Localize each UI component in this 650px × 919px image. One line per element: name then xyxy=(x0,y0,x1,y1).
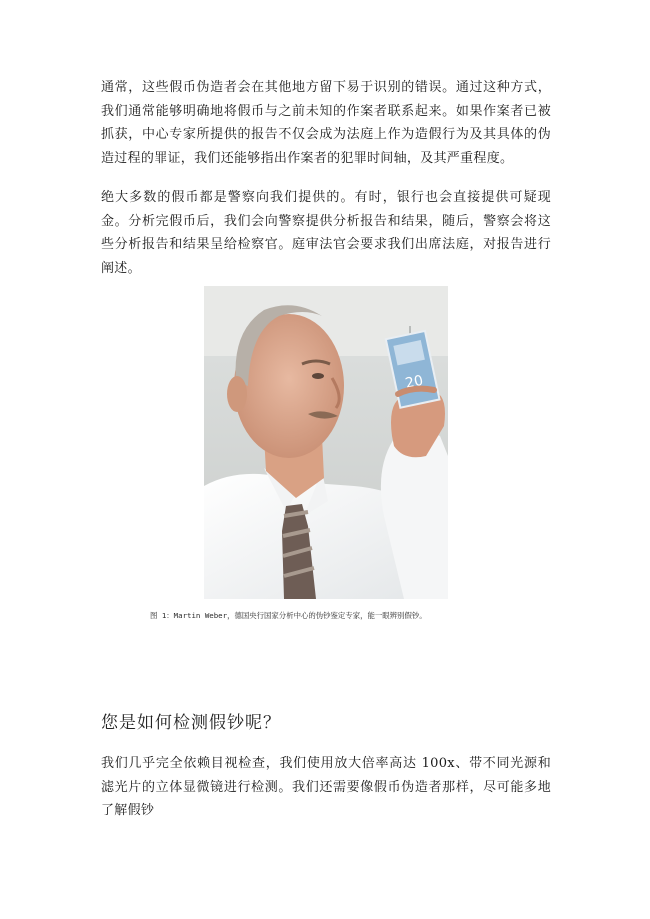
figure-photo xyxy=(204,286,448,599)
paragraph-1: 通常，这些假币伪造者会在其他地方留下易于识别的错误。通过这种方式，我们通常能够明确地将假币与之前未知的作案者联系起来。如果作案者已被抓获，中心专家所提供的报告不仅会成为法庭上作为造假行为及其具体的伪造过程的罪证，我们还能够指出作案者的犯罪时间轴，及其严重程度。 xyxy=(101,80,551,166)
paragraph-3: 我们几乎完全依赖目视检查，我们使用放大倍率高达 100x、带不同光源和滤光片的立体显微镜进行检测。我们还需要像假币伪造者那样，尽可能多地了解假钞 xyxy=(101,756,551,818)
figure-caption: 图 1：Martin Weber，德国央行国家分析中心的伪钞鉴定专家，能一眼辨别假钞。 xyxy=(150,611,427,620)
paragraph-2: 绝大多数的假币都是警察向我们提供的。有时，银行也会直接提供可疑现金。分析完假币后，我们会向警察提供分析报告和结果，随后，警察会将这些分析报告和结果呈给检察官。庭审法官会要求我们出席法庭，对报告进行阐述。 xyxy=(101,190,551,276)
svg-text:20: 20 xyxy=(403,372,425,392)
section-heading: 您是如何检测假钞呢？ xyxy=(101,713,281,733)
